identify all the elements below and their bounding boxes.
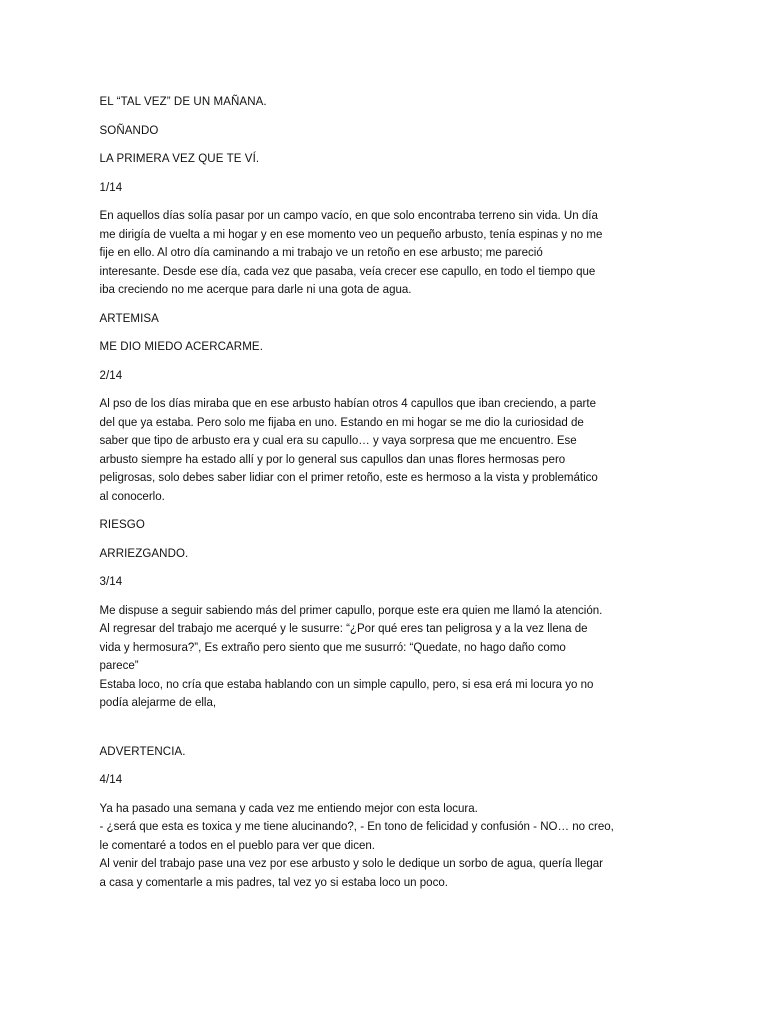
- section-subheading: ME DIO MIEDO ACERCARME.: [99, 339, 264, 353]
- paragraph-line: podía alejarme de ella,: [99, 695, 217, 709]
- paragraph-line: al conocerlo.: [99, 488, 165, 503]
- paragraph-line: Al regresar del trabajo me acerqué y le susurre: “¿Por qué eres tan peligrosa y a la vez llena de: [99, 621, 588, 635]
- paragraph: [100, 206, 622, 299]
- section-number: 2/14: [99, 367, 123, 382]
- paragraph-line: arbusto siempre ha estado allí y por lo general sus capullos dan unas flores hermosas pero: [99, 451, 566, 466]
- paragraph-line: interesante. Desde ese día, cada vez que pasaba, veía crecer ese capullo, en todo el tiempo que: [99, 263, 596, 278]
- paragraph-line: - ¿será que esta es toxica y me tiene alucinando?, - En tono de felicidad y confusión - NO… no creo,: [99, 819, 614, 833]
- paragraph-line: Me dispuse a seguir sabiendo más del primer capullo, porque este era quien me llamó la atención.: [99, 602, 603, 617]
- paragraph-line: fije en ello. Al otro día caminando a mi trabajo ve un retoño en ese arbusto; me pareció: [99, 245, 543, 259]
- paragraph-line: a casa y comentarle a mis padres, tal vez yo si estaba loco un poco.: [99, 874, 448, 889]
- paragraph: [100, 799, 622, 892]
- paragraph-line: le comentaré a todos en el pueblo para ver que dicen.: [99, 837, 375, 852]
- paragraph-line: parece”: [99, 658, 139, 672]
- section-heading: SOÑANDO: [99, 122, 159, 137]
- paragraph-line: En aquellos días solía pasar por un campo vacío, en que solo encontraba terreno sin vida. Un día: [99, 208, 598, 222]
- paragraph-line: peligrosas, solo debes saber lidiar con el primer retoño, este es hermoso a la vista y problemático: [99, 470, 598, 484]
- paragraph-line: Estaba loco, no cría que estaba hablando con un simple capullo, pero, si esa erá mi locura yo no: [99, 676, 594, 691]
- paragraph-line: Al venir del trabajo pase una vez por ese arbusto y solo le dedique un sorbo de agua, quería llegar: [99, 856, 604, 870]
- blank-line: [100, 722, 622, 742]
- document-title: EL “TAL VEZ” DE UN MAÑANA.: [99, 94, 267, 108]
- paragraph-line: Ya ha pasado una semana y cada vez me entiendo mejor con esta locura.: [99, 800, 478, 815]
- section-heading: RIESGO: [99, 517, 145, 531]
- paragraph-line: vida y hermosura?”, Es extraño pero siento que me susurró: “Quedate, no hago daño como: [99, 639, 566, 654]
- paragraph-line: me dirigía de vuelta a mi hogar y en ese momento veo un pequeño arbusto, tenía espinas y no me: [99, 226, 603, 241]
- section-number: 1/14: [99, 179, 123, 194]
- paragraph: [100, 601, 622, 712]
- paragraph-line: iba creciendo no me acerque para darle ni una gota de agua.: [99, 282, 412, 296]
- section-number: 4/14: [99, 772, 123, 786]
- paragraph: [100, 394, 622, 505]
- paragraph-line: saber que tipo de arbusto era y cual era su capullo… y vaya sorpresa que me encuentro. Ese: [99, 433, 577, 447]
- section-number: 3/14: [99, 574, 123, 588]
- section-heading: ADVERTENCIA.: [99, 743, 186, 758]
- section-subheading: ARRIEZGANDO.: [99, 545, 189, 560]
- section-subheading: LA PRIMERA VEZ QUE TE VÍ.: [99, 151, 260, 165]
- paragraph-line: del que ya estaba. Pero solo me fijaba en uno. Estando en mi hogar se me dio la curiosidad de: [99, 414, 584, 429]
- paragraph-line: Al pso de los días miraba que en ese arbusto habían otros 4 capullos que iban creciendo, a parte: [99, 396, 596, 410]
- section-heading: ARTEMISA: [99, 310, 159, 325]
